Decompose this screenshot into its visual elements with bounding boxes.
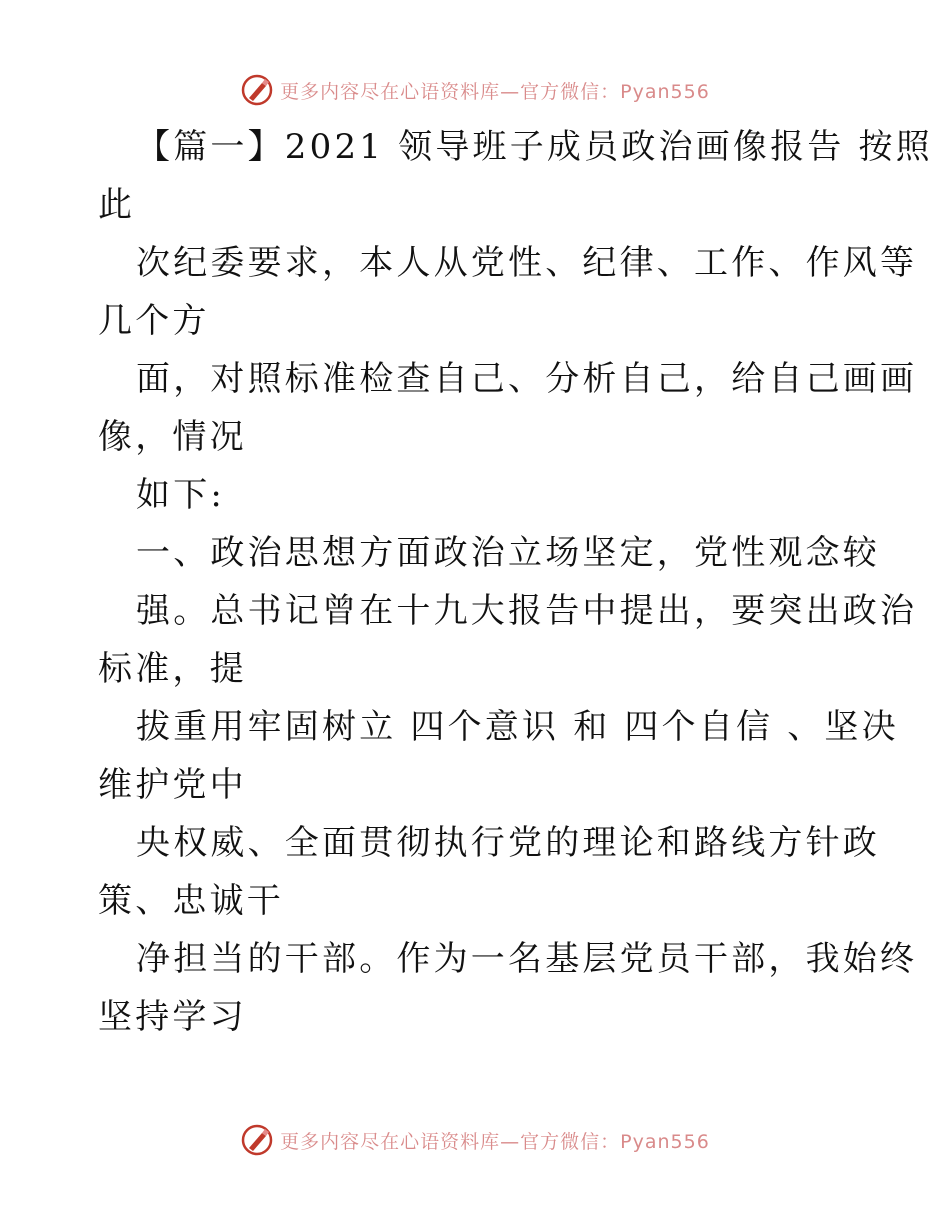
watermark-main-text: 更多内容尽在心语资料库 [280, 1130, 501, 1153]
document-body [98, 118, 933, 1046]
text-line: 此 [98, 185, 136, 225]
text-line: 面，对照标准检查自己、分析自己，给自己画画 [136, 359, 918, 399]
text-line: 次纪委要求，本人从党性、纪律、工作、作风等 [136, 243, 918, 283]
text-line: 如下: [136, 475, 226, 515]
text-line: 策、忠诚干 [98, 881, 284, 921]
pen-circle-logo-icon [240, 1123, 274, 1157]
text-line: 强。总书记曾在十九大报告中提出，要突出政治 [136, 591, 918, 631]
text-line: 几个方 [98, 301, 210, 341]
footer-watermark [0, 1120, 950, 1160]
text-line: 维护党中 [98, 765, 247, 805]
text-line: 像，情况 [98, 417, 247, 457]
header-watermark [0, 70, 950, 110]
watermark-sub-text: —官方微信：Pyan556 [500, 80, 710, 103]
text-line: 一、政治思想方面政治立场坚定，党性观念较 [136, 533, 880, 573]
watermark-sub-text: —官方微信：Pyan556 [500, 1130, 710, 1153]
text-line: 央权威、全面贯彻执行党的理论和路线方针政 [136, 823, 880, 863]
text-line: 【篇一】2021 领导班子成员政治画像报告 按照 [136, 127, 933, 167]
pen-circle-logo-icon [240, 73, 274, 107]
text-line: 标准，提 [98, 649, 247, 689]
text-line: 拔重用牢固树立 四个意识 和 四个自信 、坚决 [136, 707, 899, 747]
text-line: 坚持学习 [98, 997, 247, 1037]
watermark-main-text: 更多内容尽在心语资料库 [280, 80, 501, 103]
text-line: 净担当的干部。作为一名基层党员干部，我始终 [136, 939, 918, 979]
